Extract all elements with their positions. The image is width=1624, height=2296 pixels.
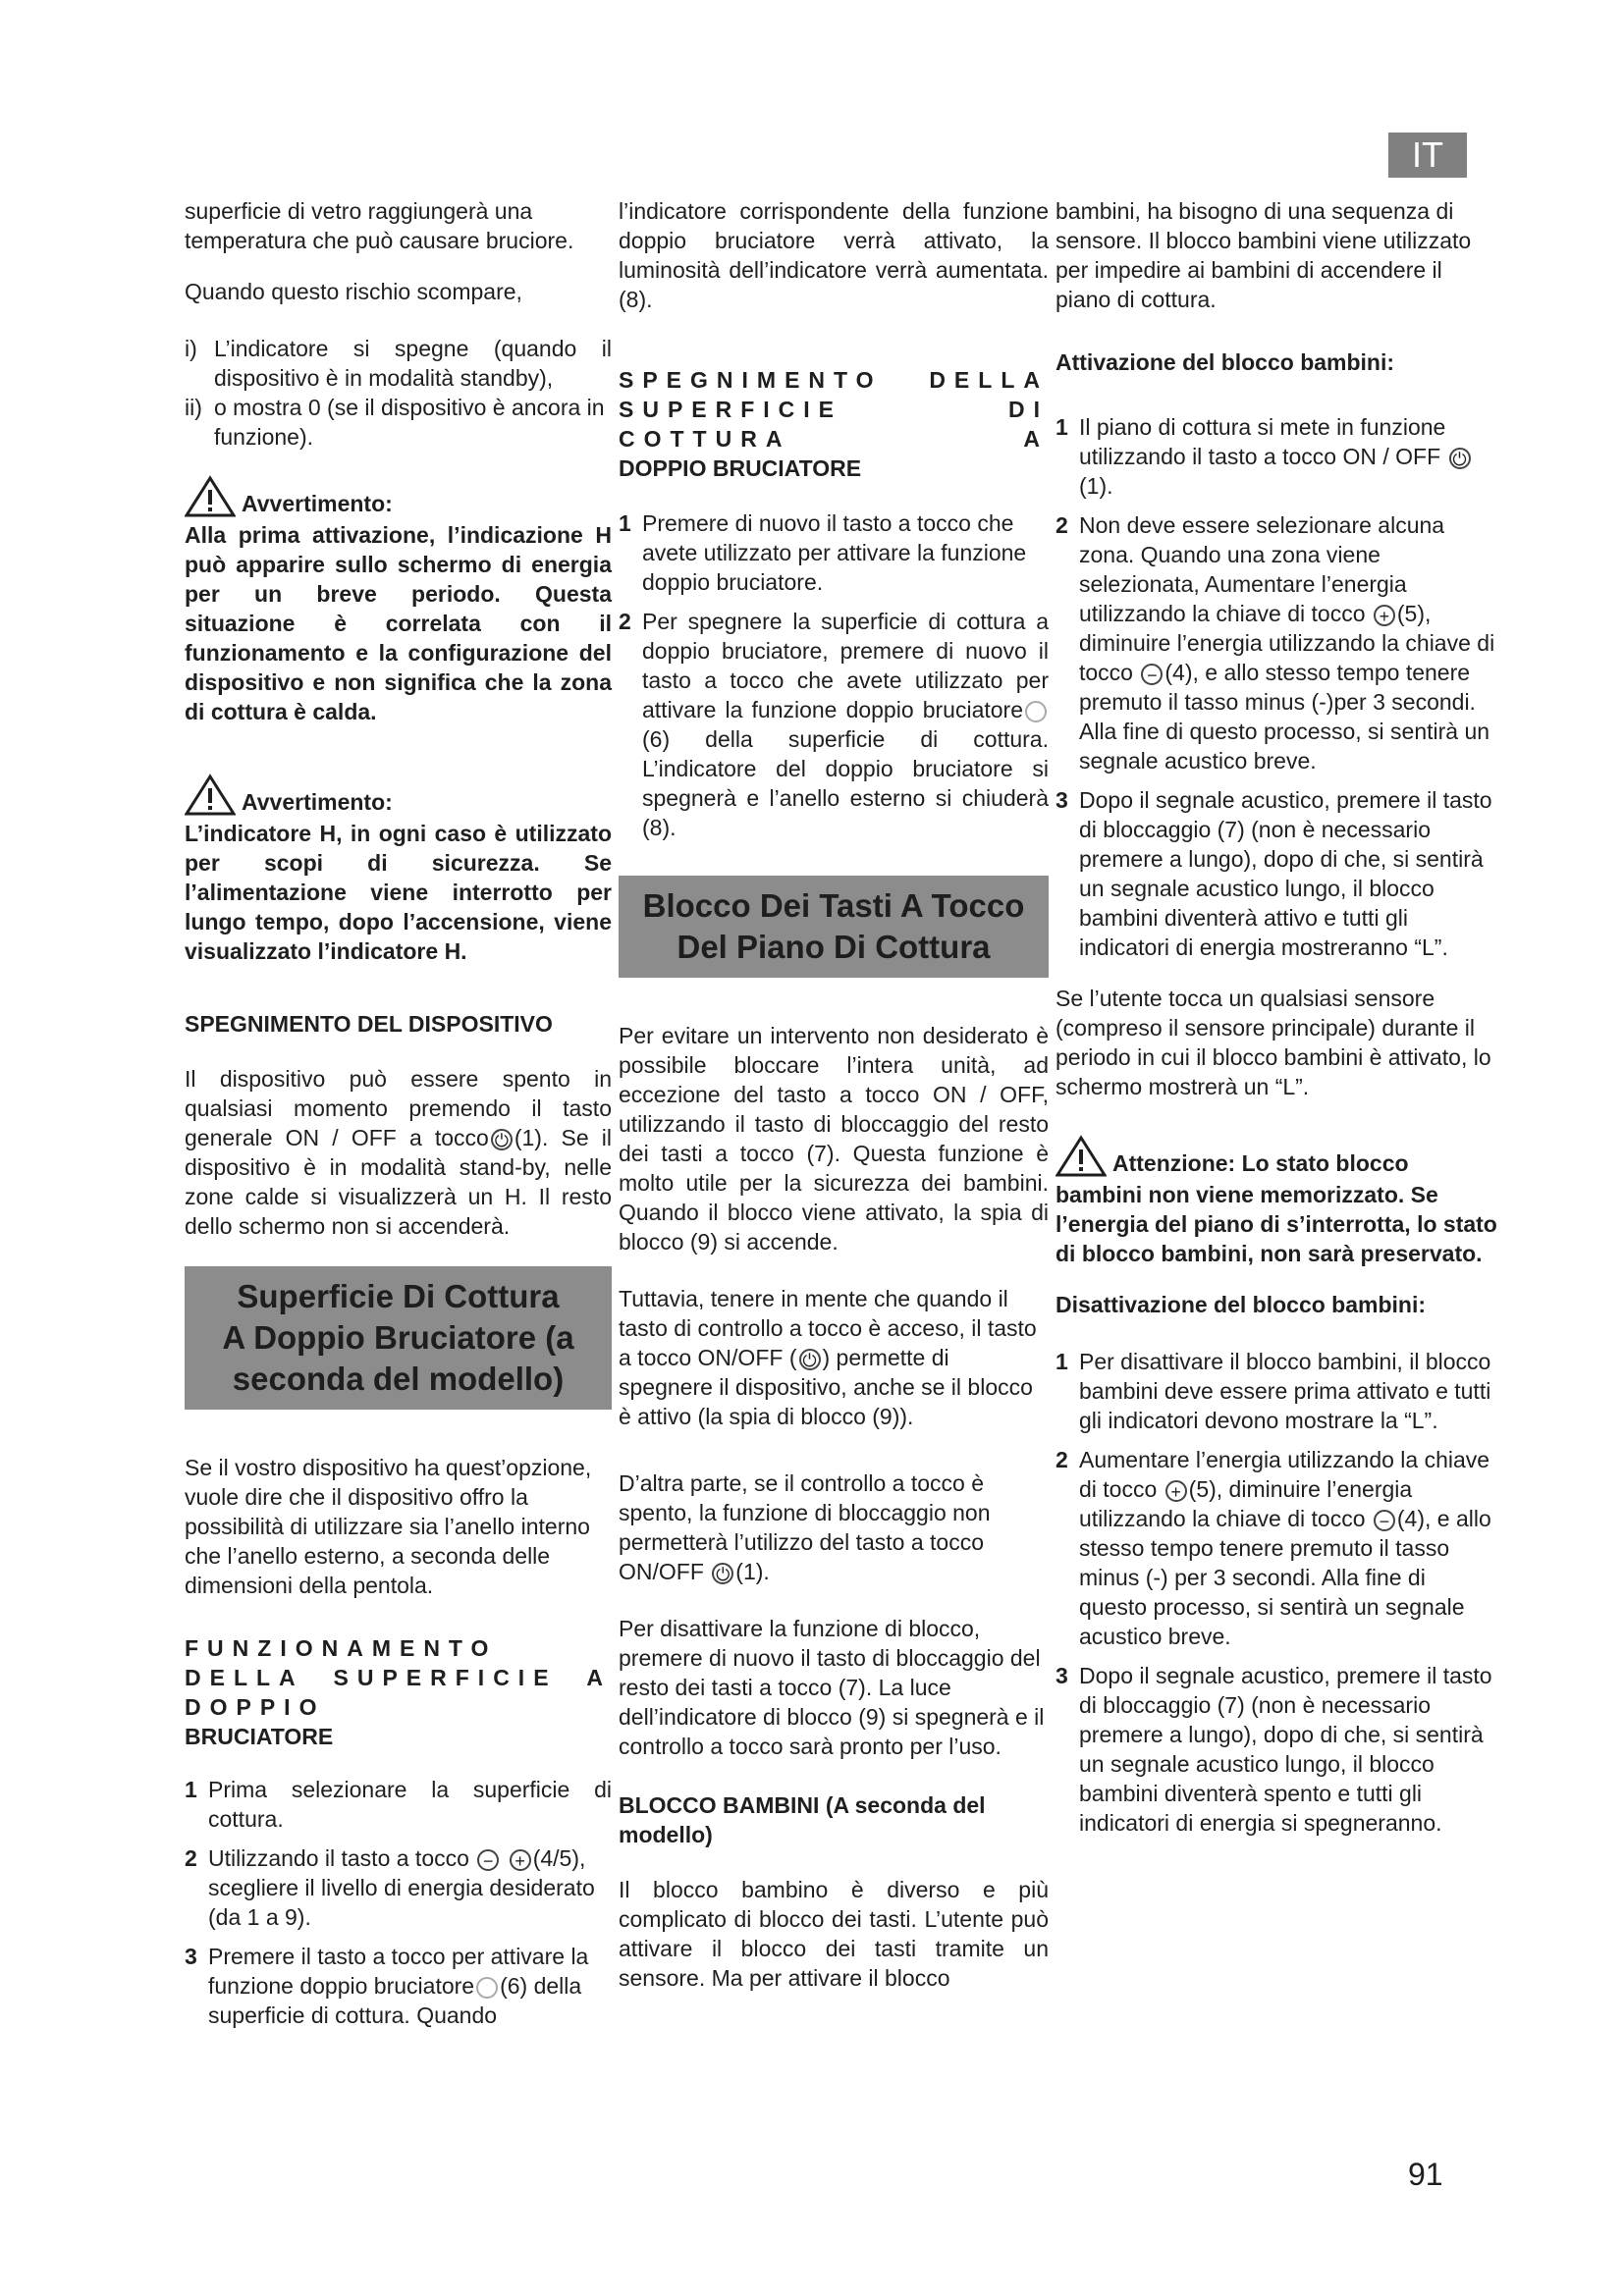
section-box-blocco-tasti: Blocco Dei Tasti A Tocco Del Piano Di Cottura [619, 876, 1049, 978]
list-item: i) L’indicatore si spegne (quando il dispositivo è in modalità standby), [185, 336, 612, 391]
plus-icon: + [510, 1849, 531, 1871]
paragraph-risk: Quando questo rischio scompare, [185, 279, 522, 304]
list-item: ii) o mostra 0 (se il dispositivo è ancora in funzione). [185, 395, 605, 450]
section-box-doppio-bruciatore: Superficie Di Cottura A Doppio Bruciatore (a seconda del modello) [185, 1266, 612, 1410]
warning-2-title: Avvertimento: [185, 774, 612, 817]
list-item: 1 Il piano di cottura si mete in funzione utilizzando il tasto a tocco ON / OFF ⏻(1). [1056, 412, 1499, 501]
steps-funzionamento [185, 1775, 612, 2030]
paragraph-daltra: D’altra parte, se il controllo a tocco è spento, la funzione di bloccaggio non permetterà l’utilizzo del tasto a tocco ON/OFF ⏻ (1). [619, 1470, 991, 1584]
steps-attivazione [1056, 412, 1499, 962]
paragraph-disattivare: Per disattivare la funzione di blocco, premere di nuovo il tasto di bloccaggio del resto dei tasti a tocco (7). La luce dell’indicatore di blocco (9) si spegnerà e il controllo a tocco sarà pronto per l’uso. [619, 1616, 1045, 1759]
warning-1-text: Alla prima attivazione, l’indicazione H può apparire sullo schermo di energia per un breve periodo. Questa situazione è correlata con il funzionamento e la configurazione del dispositivo e non significa che la zona di cottura è calda. [185, 522, 612, 724]
heading-funzionamento: FUNZIONAMENTO DELLA SUPERFICIE A DOPPIO BRUCIATORE [185, 1635, 612, 1749]
warning-triangle-icon [1056, 1135, 1107, 1178]
list-item: 2 Utilizzando il tasto a tocco − + (4/5), scegliere il livello di energia desiderato (da 1 a 9). [185, 1845, 595, 1930]
heading-spegnimento-superficie: SPEGNIMENTO DELLA SUPERFICIE DI COTTURA A DOPPIO BRUCIATORE [619, 367, 1049, 481]
minus-icon: − [477, 1849, 499, 1871]
paragraph-evitare: Per evitare un intervento non desiderato è possibile bloccare l’intera unità, ad eccezione del tasto a tocco ON / OFF, utilizzando il tasto di bloccaggio del resto dei tasti a tocco (7). Questa funzione è molto utile per la sicurezza dei bambini. Quando il blocco viene attivato, la spia di blocco (9) si accende. [619, 1023, 1049, 1255]
heading-blocco-bambini: BLOCCO BAMBINI (A seconda del modello) [619, 1792, 986, 1847]
power-icon: ⏻ [491, 1129, 513, 1150]
paragraph-spegnimento: Il dispositivo può essere spento in qualsiasi momento premendo il tasto generale ON / OFF a tocco ⏻ (1). Se il dispositivo è in modalità stand-by, nelle zone calde si visualizzerà un H. Il resto dello schermo non si accenderà. [185, 1066, 612, 1239]
list-item: 1 Per disattivare il blocco bambini, il blocco bambini deve essere prima attivato e tutti gli indicatori devono mostrare la “L”. [1056, 1349, 1491, 1433]
minus-icon: − [1141, 664, 1163, 685]
paragraph-tuttavia: Tuttavia, tenere in mente che quando il tasto di controllo a tocco è acceso, il tasto a tocco ON/OFF ( ⏻ ) permette di spegnere il dispositivo, anche se il blocco è attivo (la spia di blocco (9)). [619, 1286, 1037, 1429]
page-number: 91 [1408, 2157, 1443, 2192]
heading-attivazione: Attivazione del blocco bambini: [1056, 349, 1395, 375]
language-badge: IT [1388, 133, 1467, 178]
paragraph-opzione: Se il vostro dispositivo ha quest’opzione, vuole dire che il dispositivo offro la possibilità di utilizzare sia l’anello interno che l’anello esterno, a seconda delle dimensioni della pentola. [185, 1455, 592, 1598]
paragraph-temperature: superficie di vetro raggiungerà una temperatura che può causare bruciore. [185, 198, 574, 253]
column-2 [619, 196, 1049, 2014]
indicator-list [185, 334, 612, 452]
minus-icon: − [1374, 1510, 1395, 1531]
list-item: 2 Per spegnere la superficie di cottura a doppio bruciatore, premere di nuovo il tasto a tocco che avete utilizzato per attivare la funzione doppio bruciatore(6) della superficie di cottura. L’indicatore del doppio bruciatore si spegnerà e l’anello esterno si chiuderà (8). [619, 609, 1049, 840]
column-3 [1056, 196, 1499, 1859]
warning-2-text: L’indicatore H, in ogni caso è utilizzato per scopi di sicurezza. Se l’alimentazione viene interrotto per lungo tempo, dopo l’accensione, viene visualizzato l’indicatore H. [185, 821, 612, 964]
paragraph-bambini: bambini, ha bisogno di una sequenza di sensore. Il blocco bambini viene utilizzato per impedire ai bambini di accendere il piano di cottura. [1056, 198, 1472, 312]
paragraph-indicatore: l’indicatore corrispondente della funzione doppio bruciatore verrà attivato, la luminosità dell’indicatore verrà aumentata. (8). [619, 198, 1049, 312]
dual-zone-icon [1025, 701, 1047, 722]
list-item: 1 Prima selezionare la superficie di cottura. [185, 1777, 612, 1832]
paragraph-sensore: Se l’utente tocca un qualsiasi sensore (compreso il sensore principale) durante il periodo in cui il blocco bambini è attivato, lo schermo mostrerà un “L”. [1056, 986, 1491, 1099]
warning-triangle-icon [185, 774, 236, 817]
heading-disattivazione: Disattivazione del blocco bambini: [1056, 1292, 1427, 1317]
power-icon: ⏻ [712, 1563, 733, 1584]
plus-icon: + [1374, 605, 1395, 626]
power-icon: ⏻ [799, 1349, 821, 1370]
list-item: 3 Dopo il segnale acustico, premere il tasto di bloccaggio (7) (non è necessario premere a lungo), dopo di che, si sentirà un segnale acustico lungo, il blocco bambini diventerà attivo e tutti gli indicatori di energia mostreranno “L”. [1056, 787, 1492, 960]
column-1 [185, 196, 612, 2052]
attenzione-block [1056, 1135, 1499, 1268]
paragraph-blocco-bambino: Il blocco bambino è diverso e più complicato di blocco dei tasti. L’utente può attivare il blocco dei tasti tramite un sensore. Ma per attivare il blocco [619, 1877, 1049, 1991]
warning-1-title: Avvertimento: [185, 475, 612, 518]
list-item: 3 Dopo il segnale acustico, premere il tasto di bloccaggio (7) (non è necessario premere a lungo), dopo di che, si sentirà un segnale acustico lungo, il blocco bambini diventerà spento e tutti gli indicatori di energia si spegneranno. [1056, 1663, 1492, 1836]
plus-icon: + [1165, 1480, 1187, 1502]
steps-spegnimento [619, 508, 1049, 842]
list-item: 3 Premere il tasto a tocco per attivare la funzione doppio bruciatore (6) della superficie di cottura. Quando [185, 1944, 589, 2028]
warning-triangle-icon [185, 475, 236, 518]
attenzione-title: Attenzione: Lo stato blocco [1056, 1135, 1499, 1178]
list-item: 1 Premere di nuovo il tasto a tocco che avete utilizzato per attivare la funzione doppio bruciatore. [619, 510, 1027, 595]
heading-spegnimento: SPEGNIMENTO DEL DISPOSITIVO [185, 1011, 553, 1037]
attenzione-text: bambini non viene memorizzato. Se l’energia del piano di s’interrotta, lo stato di blocco bambini, non sarà preservato. [1056, 1182, 1497, 1266]
power-icon: ⏻ [1449, 448, 1471, 469]
list-item: 2 Non deve essere selezionare alcuna zona. Quando una zona viene selezionata, Aumentare l’energia utilizzando la chiave di tocco + (5), diminuire l’energia utilizzando la chiave di tocco − (4), e allo stesso tempo tenere premuto il tasso minus (-)per 3 secondi. Alla fine di questo processo, si sentirà un segnale acustico breve. [1056, 512, 1495, 774]
dual-zone-icon [476, 1977, 498, 1999]
steps-disattivazione [1056, 1347, 1499, 1838]
list-item: 2 Aumentare l’energia utilizzando la chiave di tocco + (5), diminuire l’energia utilizzando la chiave di tocco − (4), e allo stesso tempo tenere premuto il tasso minus (-) per 3 secondi. Alla fine di questo processo, si sentirà un segnale acustico breve. [1056, 1447, 1491, 1649]
